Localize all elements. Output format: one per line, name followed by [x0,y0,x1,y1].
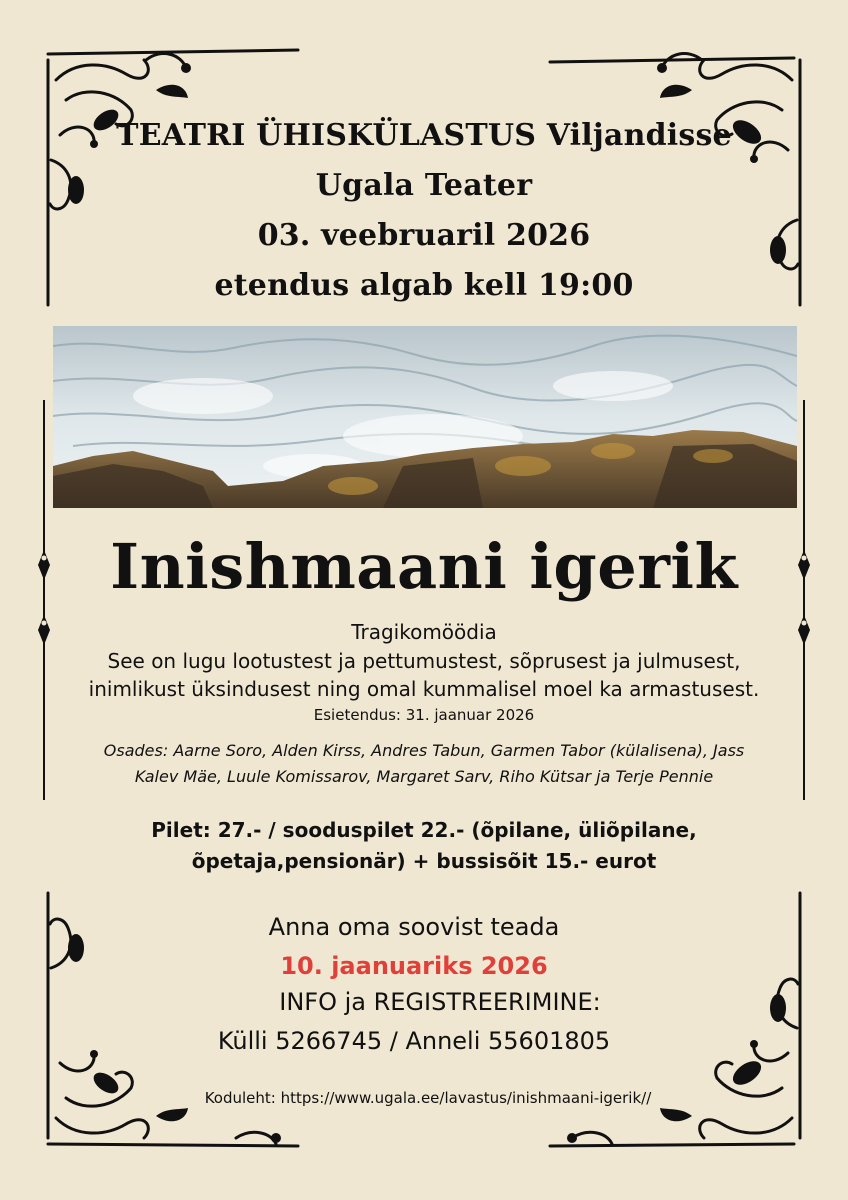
website-label: Koduleht: [204,1089,276,1107]
play-description-line-2: inimlikust üksindusest ning omal kummalisel moel ka armastusest. [88,677,760,701]
play-genre: Tragikomöödia [351,620,497,644]
price-line-2: õpetaja,pensionär) + bussisõit 15.- eurot [191,849,657,873]
cast-line-1: Osades: Aarne Soro, Alden Kirss, Andres Tabun, Garmen Tabor (külalisena), Jass [103,741,745,760]
header-start-time: etendus algab kell 19:00 [214,268,634,303]
registration-deadline: 10. jaanuariks 2026 [280,952,548,980]
play-description-line-1: See on lugu lootustest ja pettumustest, sõprusest ja julmusest, [107,649,741,673]
website-link[interactable]: https://www.ugala.ee/lavastus/inishmaani-igerik// [280,1089,652,1107]
play-title: Inishmaani igerik [110,530,738,603]
premiere-date: Esietendus: 31. jaanuar 2026 [313,706,535,724]
hero-image [53,326,797,508]
header-line-2: Ugala Teater [315,168,533,203]
header-date: 03. veebruaril 2026 [257,218,591,253]
registration-prompt: Anna oma soovist teada [268,913,560,941]
registration-contacts: Külli 5266745 / Anneli 55601805 [217,1027,611,1055]
price-line-1: Pilet: 27.- / sooduspilet 22.- (õpilane, üliõpilane, [151,818,697,842]
website-line [4,1089,848,1107]
cast-line-2: Kalev Mäe, Luule Komissarov, Margaret Sarv, Riho Kütsar ja Terje Pennie [134,767,714,786]
header-line-1: TEATRI ÜHISKÜLASTUS Viljandisse [116,118,732,153]
registration-info: INFO ja REGISTREERIMINE: [279,988,601,1016]
